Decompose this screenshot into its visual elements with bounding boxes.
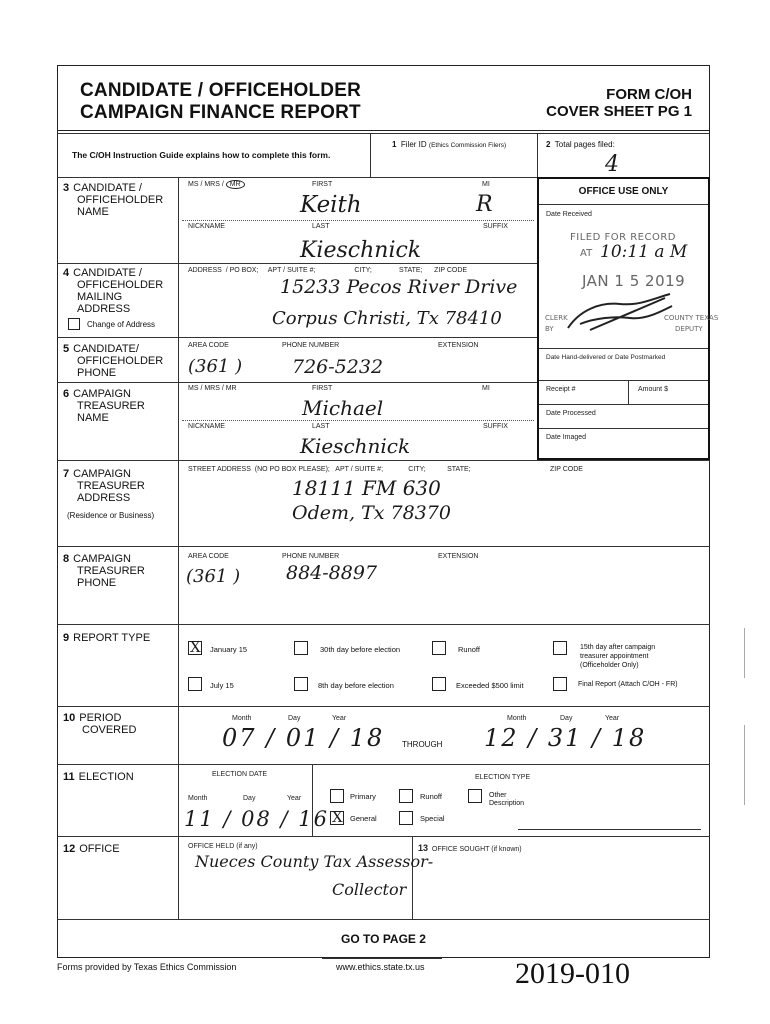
- treasurer-first-name[interactable]: Michael: [302, 396, 384, 420]
- election-date[interactable]: 11 / 08 / 16: [184, 807, 330, 831]
- treasurer-address-line1[interactable]: 18111 FM 630: [292, 476, 441, 500]
- section-5-label: 5 CANDIDATE/ OFFICEHOLDER PHONE: [63, 343, 164, 379]
- treasurer-phone[interactable]: 884-8897: [286, 562, 378, 584]
- section-6-label: 6 CAMPAIGN TREASURER NAME: [63, 388, 145, 424]
- candidate-last-name[interactable]: Kieschnick: [300, 238, 422, 263]
- section-4-label: 4 CANDIDATE / OFFICEHOLDER MAILING ADDRESS: [63, 267, 164, 315]
- mr-circled: MR: [226, 180, 245, 189]
- section-10-label: 10 PERIOD COVERED: [63, 712, 137, 736]
- report-type-final-checkbox[interactable]: [553, 677, 567, 691]
- section-12-label: 12 OFFICE: [63, 843, 120, 855]
- go-to-page-2: GO TO PAGE 2: [341, 932, 426, 946]
- election-general-checkbox[interactable]: X: [332, 808, 343, 826]
- candidate-phone[interactable]: 726-5232: [292, 356, 384, 378]
- section-9-label: 9 REPORT TYPE: [63, 632, 151, 644]
- instruction-text: The C/OH Instruction Guide explains how to complete this form.: [72, 150, 331, 160]
- change-of-address-checkbox[interactable]: [68, 318, 80, 330]
- candidate-address-line1[interactable]: 15233 Pecos River Drive: [280, 276, 518, 298]
- document-number: 2019-010: [515, 957, 630, 990]
- stamp-filed: FILED FOR RECORD: [570, 232, 676, 243]
- treasurer-area-code[interactable]: (361 ): [186, 566, 241, 587]
- period-from[interactable]: 07 / 01 / 18: [222, 724, 385, 752]
- candidate-address-line2[interactable]: Corpus Christi, Tx 78410: [272, 308, 502, 329]
- filer-id-label: 1 Filer ID (Ethics Commission Filers): [392, 140, 507, 149]
- section-3-label: 3 CANDIDATE / OFFICEHOLDER NAME: [63, 182, 164, 218]
- report-type-30th-checkbox[interactable]: [294, 641, 308, 655]
- stamp-date: JAN 1 5 2019: [582, 272, 686, 290]
- section-11-label: 11 ELECTION: [63, 771, 134, 783]
- election-primary-checkbox[interactable]: [330, 789, 344, 803]
- election-other-checkbox[interactable]: [468, 789, 482, 803]
- election-runoff-checkbox[interactable]: [399, 789, 413, 803]
- footer-provided: Forms provided by Texas Ethics Commission: [57, 962, 237, 972]
- candidate-area-code[interactable]: (361 ): [188, 356, 243, 377]
- clerk-signature: [560, 290, 680, 335]
- change-of-address-label: Change of Address: [87, 320, 156, 329]
- treasurer-last-name[interactable]: Kieschnick: [300, 434, 411, 458]
- section-7-label: 7 CAMPAIGN TREASURER ADDRESS: [63, 468, 145, 504]
- total-pages-value[interactable]: 4: [605, 152, 619, 177]
- period-to[interactable]: 12 / 31 / 18: [484, 724, 647, 752]
- form-id: FORM C/OH: [606, 86, 692, 103]
- office-held-line2[interactable]: Collector: [332, 880, 407, 899]
- section-8-label: 8 CAMPAIGN TREASURER PHONE: [63, 553, 145, 589]
- election-special-checkbox[interactable]: [399, 811, 413, 825]
- office-held-line1[interactable]: Nueces County Tax Assessor-: [195, 852, 434, 871]
- header-divider-inner: [57, 133, 710, 134]
- treasurer-address-line2[interactable]: Odem, Tx 78370: [292, 502, 451, 524]
- form-title-line1: CANDIDATE / OFFICEHOLDER: [80, 80, 361, 101]
- total-pages-label: 2 Total pages filed:: [546, 140, 615, 149]
- candidate-mi[interactable]: R: [476, 192, 493, 217]
- footer-website: www.ethics.state.tx.us: [336, 962, 425, 972]
- report-type-8th-checkbox[interactable]: [294, 677, 308, 691]
- report-type-exceeded-checkbox[interactable]: [432, 677, 446, 691]
- report-type-runoff-checkbox[interactable]: [432, 641, 446, 655]
- cover-sheet-label: COVER SHEET PG 1: [546, 103, 692, 120]
- report-type-jul15-checkbox[interactable]: [188, 677, 202, 691]
- other-description-line: [518, 829, 701, 830]
- candidate-first-name[interactable]: Keith: [300, 192, 362, 218]
- stamp-time: 10:11 a M: [600, 242, 688, 262]
- report-type-15th-checkbox[interactable]: [553, 641, 567, 655]
- report-type-jan15-checkbox[interactable]: X: [190, 638, 201, 656]
- office-use-title: OFFICE USE ONLY: [578, 186, 669, 197]
- header-divider: [57, 130, 710, 131]
- form-title-line2: CAMPAIGN FINANCE REPORT: [80, 102, 361, 123]
